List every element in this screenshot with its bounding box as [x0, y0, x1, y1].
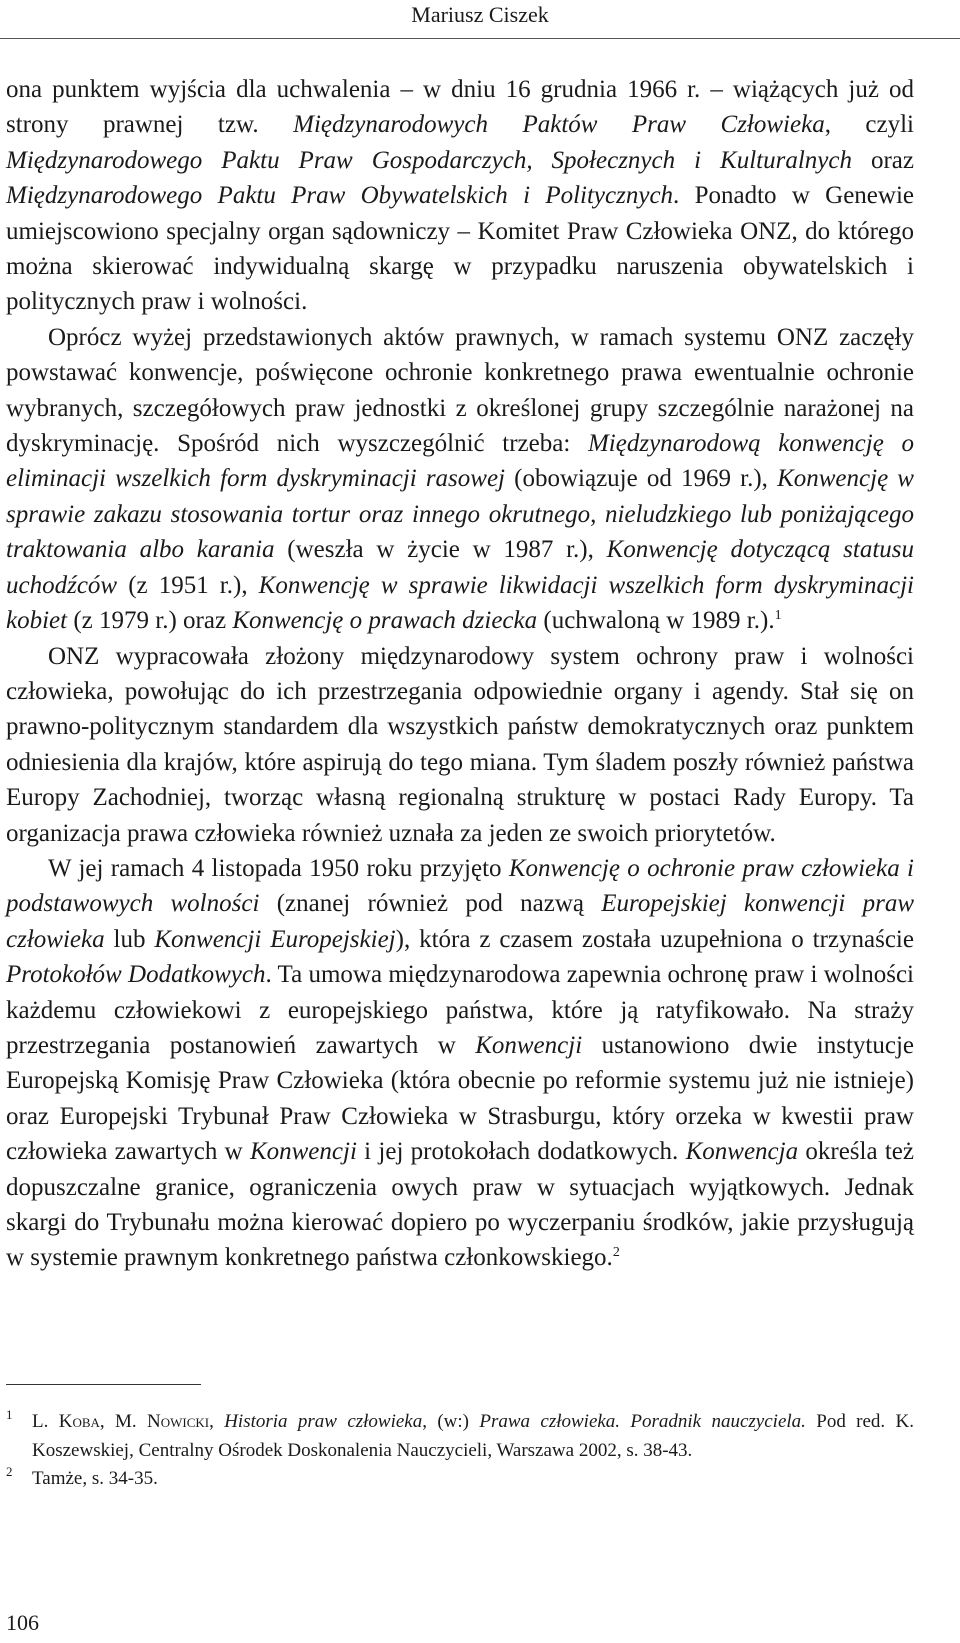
- italic-title: Konwencję w sprawie zakazu stosowania tortur oraz innego okrutnego, nieludzkiego lub poniżającego traktowania albo karania: [6, 465, 914, 564]
- footnote: [6, 1408, 914, 1465]
- text-run: (weszła w życie w 1987 r.),: [274, 536, 607, 564]
- italic-title: Międzynarodowych Paktów Praw Człowieka: [293, 111, 825, 139]
- text-run: Oprócz wyżej przedstawionych aktów prawnych, w ramach systemu ONZ zaczęły powstawać konwencje, poświęcone ochronie konkretnego prawa ewentualnie ochronie wybranych, szczegółowych praw jednostki z określonej grupy szczególnie narażonej na dyskryminację. Spośród nich wyszczególnić trzeba:: [6, 323, 914, 458]
- italic-title: Międzynarodowego Paktu Praw Gospodarczych, Społecznych i Kulturalnych: [6, 146, 852, 174]
- italic-title: Historia praw człowieka: [224, 1411, 423, 1432]
- text-run: ), która z czasem została uzupełniona o trzynaście: [395, 925, 914, 953]
- text-run: Tamże, s. 34-35.: [32, 1468, 158, 1489]
- footnote-reference: 2: [612, 1245, 620, 1261]
- paragraph: [6, 851, 914, 1276]
- running-head: Mariusz Ciszek: [411, 2, 549, 27]
- text-run: . Ponadto w Genewie umiejscowiono specjalny organ sądowniczy – Komitet Praw Człowieka ONZ, do którego można skierować indywidualną skargę w przypadku naruszenia obywatelskich i politycznych praw i wolności.: [6, 182, 915, 316]
- footnote-text: [32, 1411, 914, 1461]
- footnotes: [6, 1408, 914, 1494]
- italic-title: Konwencję o prawach dziecka: [232, 607, 538, 635]
- italic-title: Konwencja: [685, 1138, 799, 1166]
- text-run: i jej protokołach dodatkowych.: [356, 1138, 686, 1166]
- text-run: . Ta umowa międzynarodowa zapewnia ochronę praw i wolności każdemu człowiekowi z europejskiego państwa, które ją ratyfikowało. Na straży przestrzegania postanowień zawartych w: [6, 961, 914, 1059]
- paragraph: [6, 320, 914, 639]
- text-run: (znanej również pod nazwą: [259, 890, 602, 918]
- text-run: ,: [209, 1411, 225, 1432]
- text-run: ONZ wypracowała złożony międzynarodowy system ochrony praw i wolności człowieka, powołując do ich przestrzegania odpowiednie organy i agendy. Stał się on prawno-politycznym standardem dla wszystkich państw demokratycznych oraz punktem odniesienia dla krajów, które aspirują do tego miana. Tym śladem poszły również państwa Europy Zachodniej, tworząc własną regionalną strukturę w postaci Rady Europy. Ta organizacja prawa człowieka również uznała za jeden ze swoich priorytetów.: [6, 642, 914, 847]
- footnote-text: [32, 1468, 158, 1489]
- paragraph: [6, 72, 914, 320]
- italic-title: Konwencji: [475, 1031, 583, 1059]
- italic-title: Prawa człowieka. Poradnik nauczyciela.: [479, 1411, 806, 1432]
- italic-title: Międzynarodową konwencję o eliminacji wszelkich form dyskryminacji rasowej: [6, 430, 914, 493]
- italic-title: Protokołów Dodatkowych: [6, 961, 266, 989]
- italic-title: Konwencję o ochronie praw człowieka i podstawowych wolności: [6, 854, 914, 918]
- italic-title: Międzynarodowego Paktu Praw Obywatelskich i Politycznych: [6, 182, 674, 210]
- text-run: , M.: [99, 1411, 147, 1432]
- italic-title: Konwencję w sprawie likwidacji wszelkich form dyskryminacji kobiet: [6, 571, 914, 635]
- text-run: L.: [32, 1411, 59, 1432]
- footnote-number: 1: [6, 1407, 13, 1422]
- text-run: (z 1951 r.),: [117, 571, 259, 599]
- page-number: 106: [6, 1610, 39, 1635]
- text-run: ustanowiono dwie instytucje Europejską Komisję Praw Człowieka (która obecnie po reformie systemu już nie istnieje) oraz Europejski Trybunał Praw Człowieka w Strasburgu, który orzeka w kwestii praw człowieka zawartych w: [6, 1031, 914, 1166]
- footnote-rule: [6, 1384, 201, 1385]
- header-rule: [0, 38, 960, 39]
- text-run: oraz: [851, 146, 914, 174]
- text-run: W jej ramach 4 listopada 1950 roku przyjęto: [48, 854, 509, 882]
- text-run: (obowiązuje od 1969 r.),: [505, 465, 778, 493]
- italic-title: Konwencji Europejskiej: [154, 925, 396, 953]
- text-run: lub: [104, 925, 155, 953]
- body-text: [6, 72, 914, 1276]
- footnote-number: 2: [6, 1464, 13, 1479]
- footnote-reference: 1: [774, 608, 782, 624]
- text-run: (uchwaloną w 1989 r.).: [537, 607, 775, 635]
- paragraph: [6, 639, 914, 851]
- text-run: , czyli: [824, 111, 914, 139]
- footnote: [6, 1465, 914, 1494]
- text-run: określa też dopuszczalne granice, ograniczenia owych praw w sytuacjach wyjątkowych. Jednak skargi do Trybunału można kierować dopiero po wyczerpaniu środków, jakie przysługują w systemie prawnym konkretnego państwa członkowskiego.: [6, 1138, 914, 1272]
- text-run: , (w:): [422, 1411, 480, 1432]
- author-surname: Nowicki: [146, 1411, 210, 1432]
- italic-title: Konwencji: [249, 1138, 357, 1166]
- text-run: ona punktem wyjścia dla uchwalenia – w dniu 16 grudnia 1966 r. – wiążących już od strony prawnej tzw.: [6, 76, 914, 139]
- italic-title: Europejskiej konwencji praw człowieka: [6, 890, 915, 953]
- author-surname: Koba: [58, 1411, 100, 1432]
- text-run: (z 1979 r.) oraz: [67, 607, 233, 635]
- text-run: Pod red. K. Koszewskiej, Centralny Ośrodek Doskonalenia Nauczycieli, Warszawa 2002, s. 38-43.: [32, 1411, 915, 1461]
- italic-title: Konwencję dotyczącą statusu uchodźców: [6, 536, 914, 599]
